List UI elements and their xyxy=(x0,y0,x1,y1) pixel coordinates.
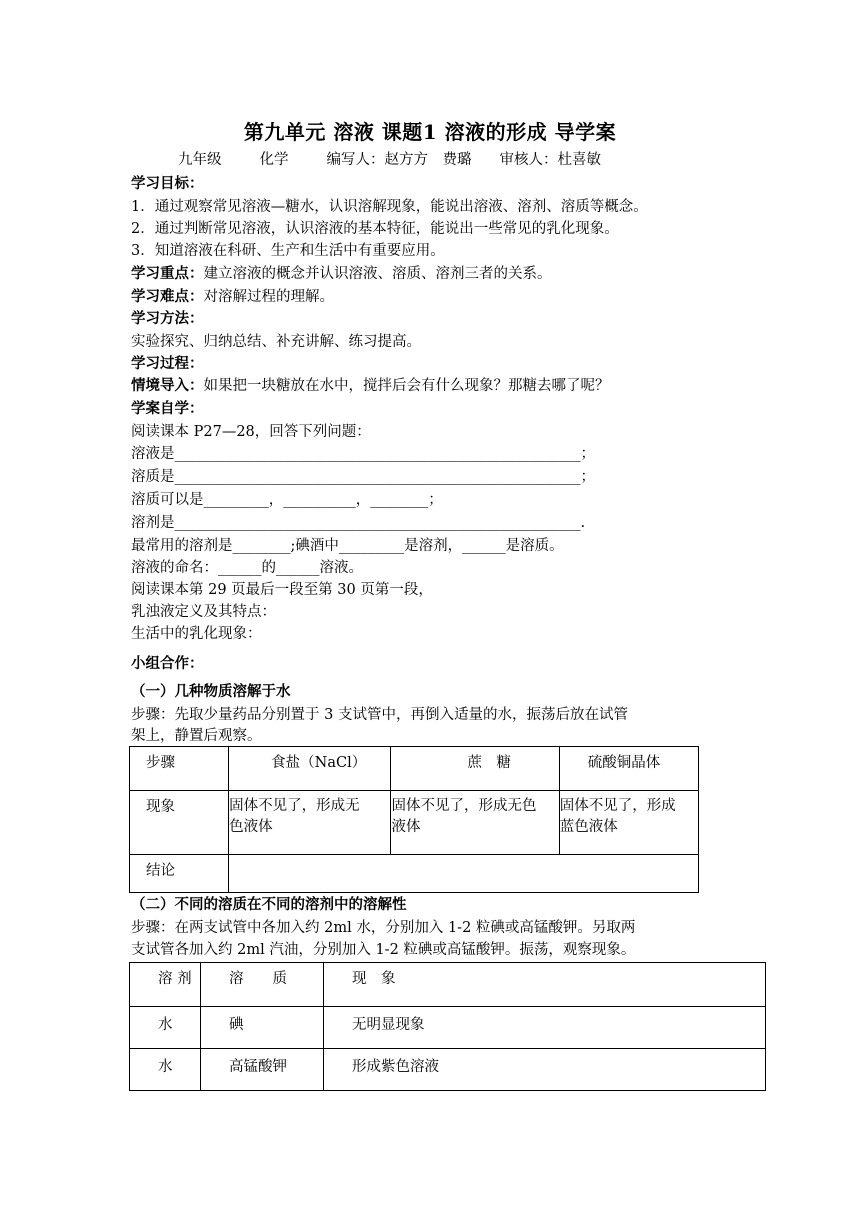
table-header-cell: 现 象 xyxy=(324,963,766,1007)
subject-text: 化学 xyxy=(259,152,289,168)
table-cell: 固体不见了，形成 蓝色液体 xyxy=(559,791,698,855)
table-header-cell: 硫酸铜晶体 xyxy=(559,747,698,791)
self-study-line: 阅读课本 P27—28，回答下列问题： xyxy=(131,424,371,440)
intro-text: 如果把一块糖放在水中，搅拌后会有什么现象？那糖去哪了呢？ xyxy=(203,378,610,394)
difficulty-row xyxy=(131,287,334,307)
self-study-line: 生活中的乳化现象： xyxy=(131,626,262,642)
self-study-line: 阅读课本第 29 页最后一段至第 30 页第一段， xyxy=(131,582,433,598)
self-study-line: 溶剂是________________________________________________________. xyxy=(131,515,586,531)
method-text: 实验探究、归纳总结、补充讲解、练习提高。 xyxy=(131,334,421,350)
goals-heading: 学习目标： xyxy=(131,175,204,192)
self-study-line: 溶质是________________________________________________________； xyxy=(131,469,595,485)
goal-item-2: 2．通过判断常见溶液，认识溶液的基本特征，能说出一些常见的乳化现象。 xyxy=(131,221,619,237)
self-study-line: 乳浊液定义及其特点： xyxy=(131,604,276,620)
part2-steps-line1: 步骤：在两支试管中各加入约 2ml 水，分别加入 1-2 粒碘或高锰酸钾。另取两 xyxy=(131,920,636,936)
table-header-cell: 蔗 糖 xyxy=(391,747,559,791)
key-point-row xyxy=(131,264,552,284)
table-cell: 固体不见了，形成无色 液体 xyxy=(391,791,559,855)
table-header-cell: 溶 质 xyxy=(201,963,324,1007)
dissolve-table xyxy=(129,746,699,893)
table-cell: 形成紫色溶液 xyxy=(324,1049,766,1091)
table-cell: 水 xyxy=(130,1049,201,1091)
self-study-line: 最常用的溶剂是________;碘酒中_________是溶剂，______是溶质。 xyxy=(131,538,564,554)
key-point-text: 建立溶液的概念并认识溶液、溶质、溶剂三者的关系。 xyxy=(203,266,552,282)
part1-title: （一）几种物质溶解于水 xyxy=(131,683,291,700)
process-heading: 学习过程： xyxy=(131,355,204,372)
self-study-line: 溶液是________________________________________________________； xyxy=(131,446,595,462)
intro-label: 情境导入： xyxy=(131,377,204,394)
page-title: 第九单元 溶液 课题1 溶液的形成 导学案 xyxy=(243,120,617,144)
table-cell: 固体不见了，形成无 色液体 xyxy=(229,791,391,855)
table-cell: 高锰酸钾 xyxy=(201,1049,324,1091)
difficulty-label: 学习难点： xyxy=(131,288,204,305)
table-cell: 碘 xyxy=(201,1007,324,1049)
grade-text: 九年级 xyxy=(178,152,222,168)
part2-steps-line2: 支试管各加入约 2ml 汽油，分别加入 1-2 粒碘或高锰酸钾。振荡，观察现象。 xyxy=(131,942,636,958)
intro-row xyxy=(131,376,610,396)
part1-steps-line1: 步骤：先取少量药品分别置于 3 支试管中，再倒入适量的水，振荡后放在试管 xyxy=(131,707,628,723)
table-header-cell: 步骤 xyxy=(130,747,229,791)
self-study-line: 溶质可以是_________，__________，________； xyxy=(131,492,443,508)
solubility-table xyxy=(129,962,766,1091)
table-header-cell: 食盐（NaCl） xyxy=(229,747,391,791)
self-study-heading: 学案自学： xyxy=(131,400,204,417)
table-header-cell: 溶 剂 xyxy=(130,963,201,1007)
method-heading: 学习方法： xyxy=(131,310,204,327)
goal-item-1: 1．通过观察常见溶液—糖水，认识溶解现象，能说出溶液、溶剂、溶质等概念。 xyxy=(131,199,648,215)
difficulty-text: 对溶解过程的理解。 xyxy=(203,289,334,305)
key-point-label: 学习重点： xyxy=(131,265,204,282)
self-study-line: 溶液的命名：______的______溶液。 xyxy=(131,560,363,576)
table-row-label: 现象 xyxy=(130,791,229,855)
reviewer-text: 审核人：杜喜敏 xyxy=(499,152,601,168)
table-cell: 无明显现象 xyxy=(324,1007,766,1049)
group-heading: 小组合作： xyxy=(131,655,204,672)
subtitle-row xyxy=(178,150,601,170)
goal-item-3: 3．知道溶液在科研、生产和生活中有重要应用。 xyxy=(131,243,445,259)
part1-steps-line2: 架上，静置后观察。 xyxy=(131,728,262,744)
table-cell xyxy=(229,855,699,893)
author-text: 编写人：赵方方 费璐 xyxy=(326,152,472,168)
part2-title: （二）不同的溶质在不同的溶剂中的溶解性 xyxy=(131,896,407,913)
table-row-label: 结论 xyxy=(130,855,229,893)
table-cell: 水 xyxy=(130,1007,201,1049)
